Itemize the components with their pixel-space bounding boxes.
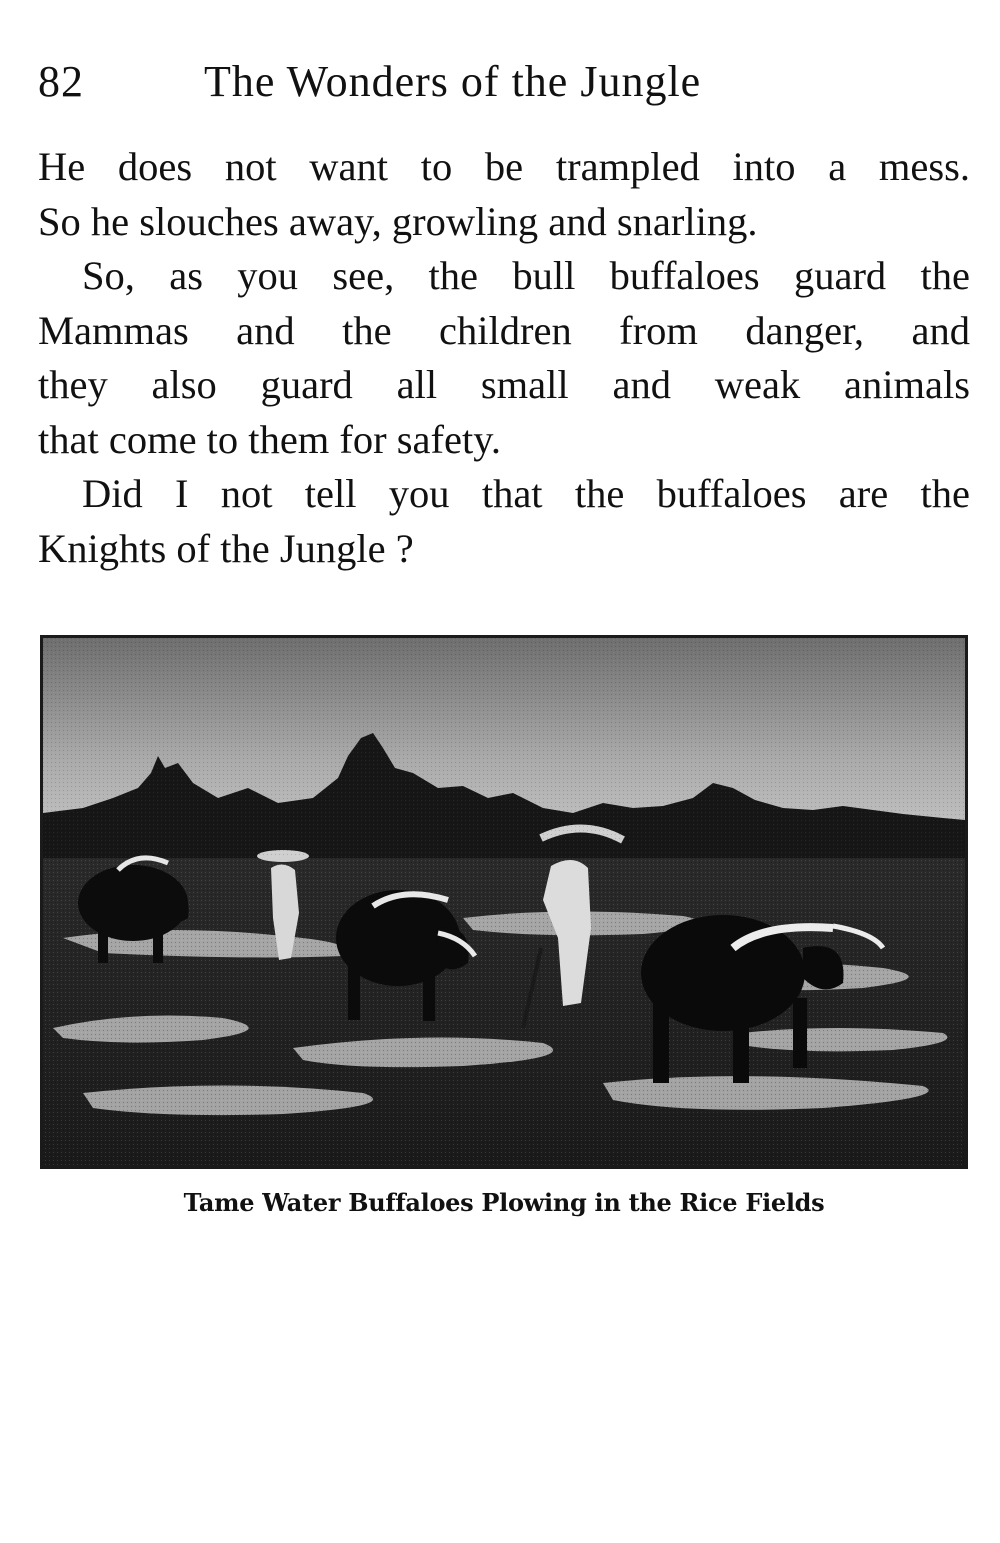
text-line: So he slouches away, growling and snarling. xyxy=(38,198,758,244)
text-line: they also guard all small and weak animals xyxy=(38,362,970,407)
running-title: The Wonders of the Jungle xyxy=(204,57,702,106)
text-line: Mammas and the children from danger, and xyxy=(38,307,970,353)
photo-illustration xyxy=(43,638,965,1166)
text-line: that come to them for safety. xyxy=(38,416,501,462)
page-number: 82 xyxy=(38,57,84,106)
paragraph-start-line: Did I not tell you that the buffaloes are the xyxy=(82,471,970,516)
text-line: He does not want to be trampled into a mess. xyxy=(38,144,970,189)
paragraph-start-line: So, as you see, the bull buffaloes guard the xyxy=(82,253,970,298)
body-text xyxy=(38,140,970,576)
figure-caption: Tame Water Buffaloes Plowing in the Rice Fields xyxy=(183,1188,825,1217)
text-line: Knights of the Jungle ? xyxy=(38,525,414,571)
buffalo-photograph xyxy=(40,635,968,1169)
running-head xyxy=(38,52,968,112)
